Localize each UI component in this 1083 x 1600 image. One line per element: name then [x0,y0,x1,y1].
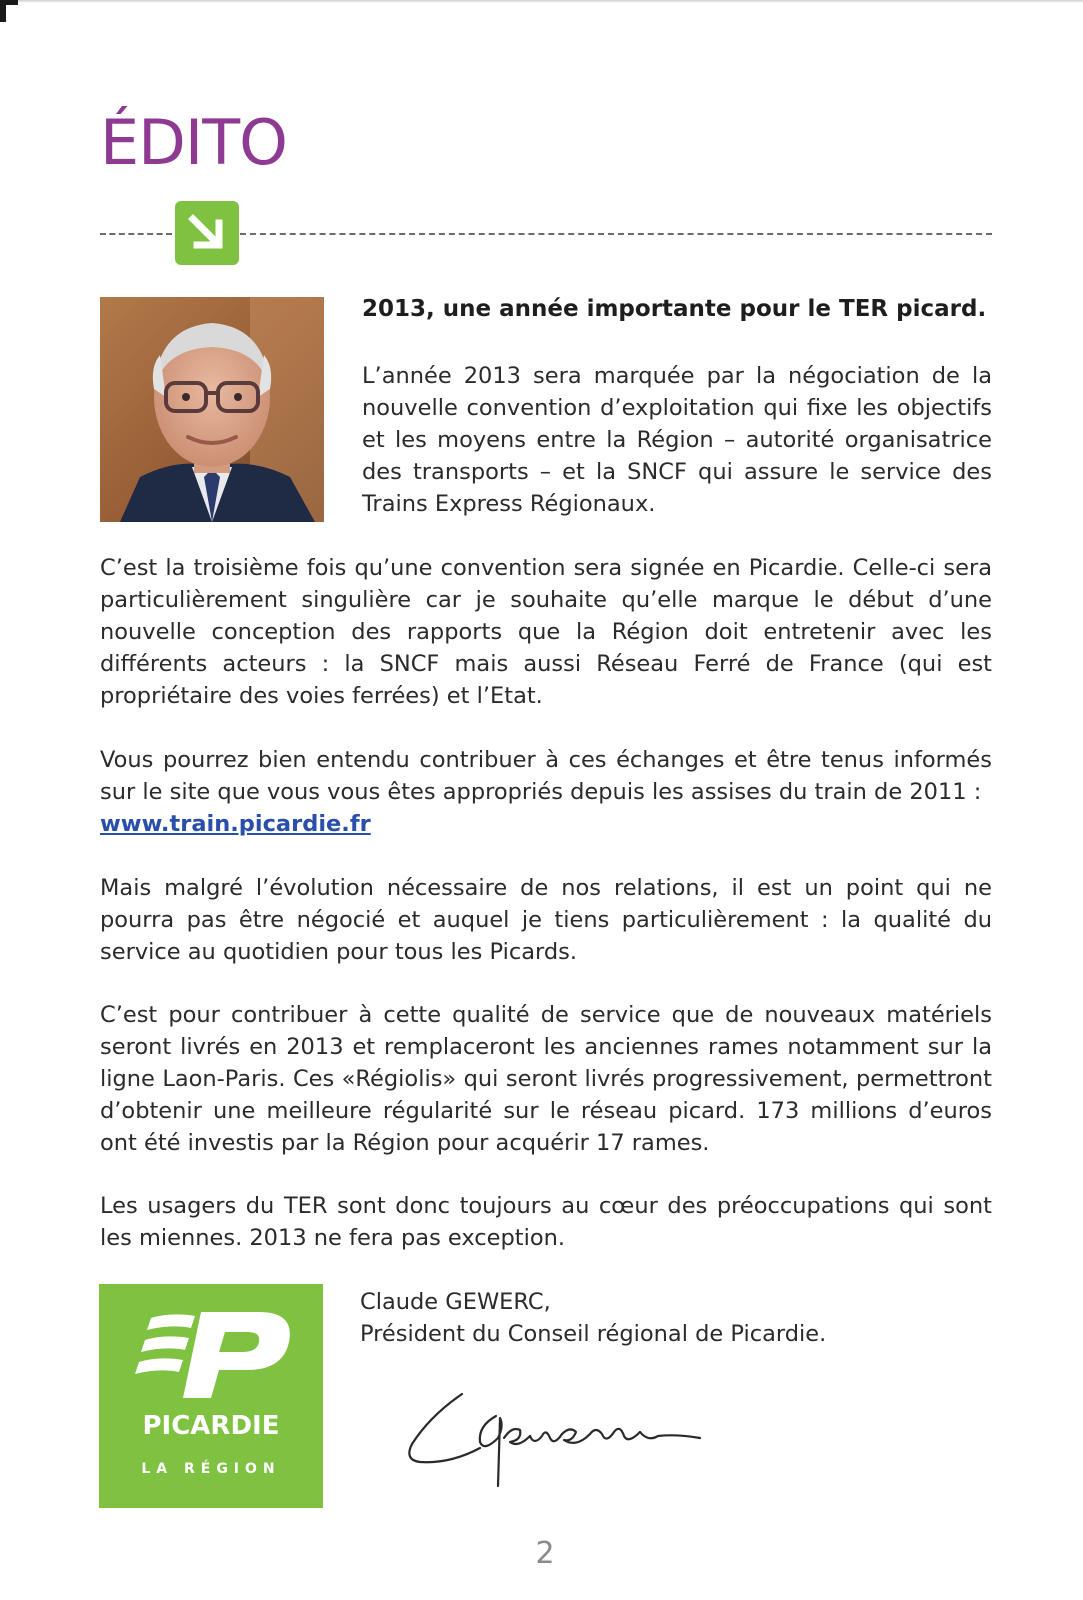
scan-edge [0,0,1083,3]
website-link[interactable]: www.train.picardie.fr [100,811,371,837]
dashed-divider-right [240,233,992,235]
signatory-role: Président du Conseil régional de Picardie. [360,1321,827,1347]
handwritten-signature [400,1386,710,1496]
paragraph-3-text: Vous pourrez bien entendu contribuer à ces échanges et être tenus informés sur le site que vous vous êtes appropriés depuis les assises du train de 2011 : [100,747,992,805]
paragraph-5: C’est pour contribuer à cette qualité de service que de nouveaux matériels seront livrés en 2013 et remplaceront les anciennes rames notamment sur la ligne Laon-Paris. Ces «Régiolis» qui seront livrés progressivement, permettront d’obtenir une meilleure régularité sur le réseau picard. 173 millions d’euros ont été investis par la Région pour acquérir 17 rames. [100,1002,992,1156]
paragraph-3 [100,744,992,840]
page-title: ÉDITO [100,106,287,179]
paragraph-1: L’année 2013 sera marquée par la négociation de la nouvelle convention d’exploitation qui fixe les objectifs et les moyens entre la Région – autorité organisatrice des transports – et la SNCF qui assure le service des Trains Express Régionaux. [362,363,992,517]
dashed-divider-left [100,233,172,235]
logo-subtitle: LA RÉGION [141,1461,281,1477]
article-headline: 2013, une année importante pour le TER picard. [362,296,987,322]
picardie-p-icon [99,1284,323,1414]
signatory-name: Claude GEWERC, [360,1289,551,1315]
paragraph-4: Mais malgré l’évolution nécessaire de nos relations, il est un point qui ne pourra pas être négocié et auquel je tiens particulièrement : la qualité du service au quotidien pour tous les Picards. [100,875,992,965]
author-portrait [100,297,324,522]
arrow-down-right-glyph [175,201,239,265]
scan-corner-mark-horizontal [0,0,18,5]
logo-name: PICARDIE [142,1411,280,1441]
page-number: 2 [535,1536,555,1571]
paragraph-6: Les usagers du TER sont donc toujours au cœur des préoccupations qui sont les miennes. 2013 ne fera pas exception. [100,1193,992,1251]
picardie-region-logo [99,1284,323,1508]
paragraph-2: C’est la troisième fois qu’une convention sera signée en Picardie. Celle-ci sera particulièrement singulière car je souhaite qu’elle marque le début d’une nouvelle conception des rapports que la Région doit entretenir avec les différents acteurs : la SNCF mais aussi Réseau Ferré de France (qui est propriétaire des voies ferrées) et l’Etat. [100,555,992,709]
arrow-down-right-icon [175,201,239,265]
